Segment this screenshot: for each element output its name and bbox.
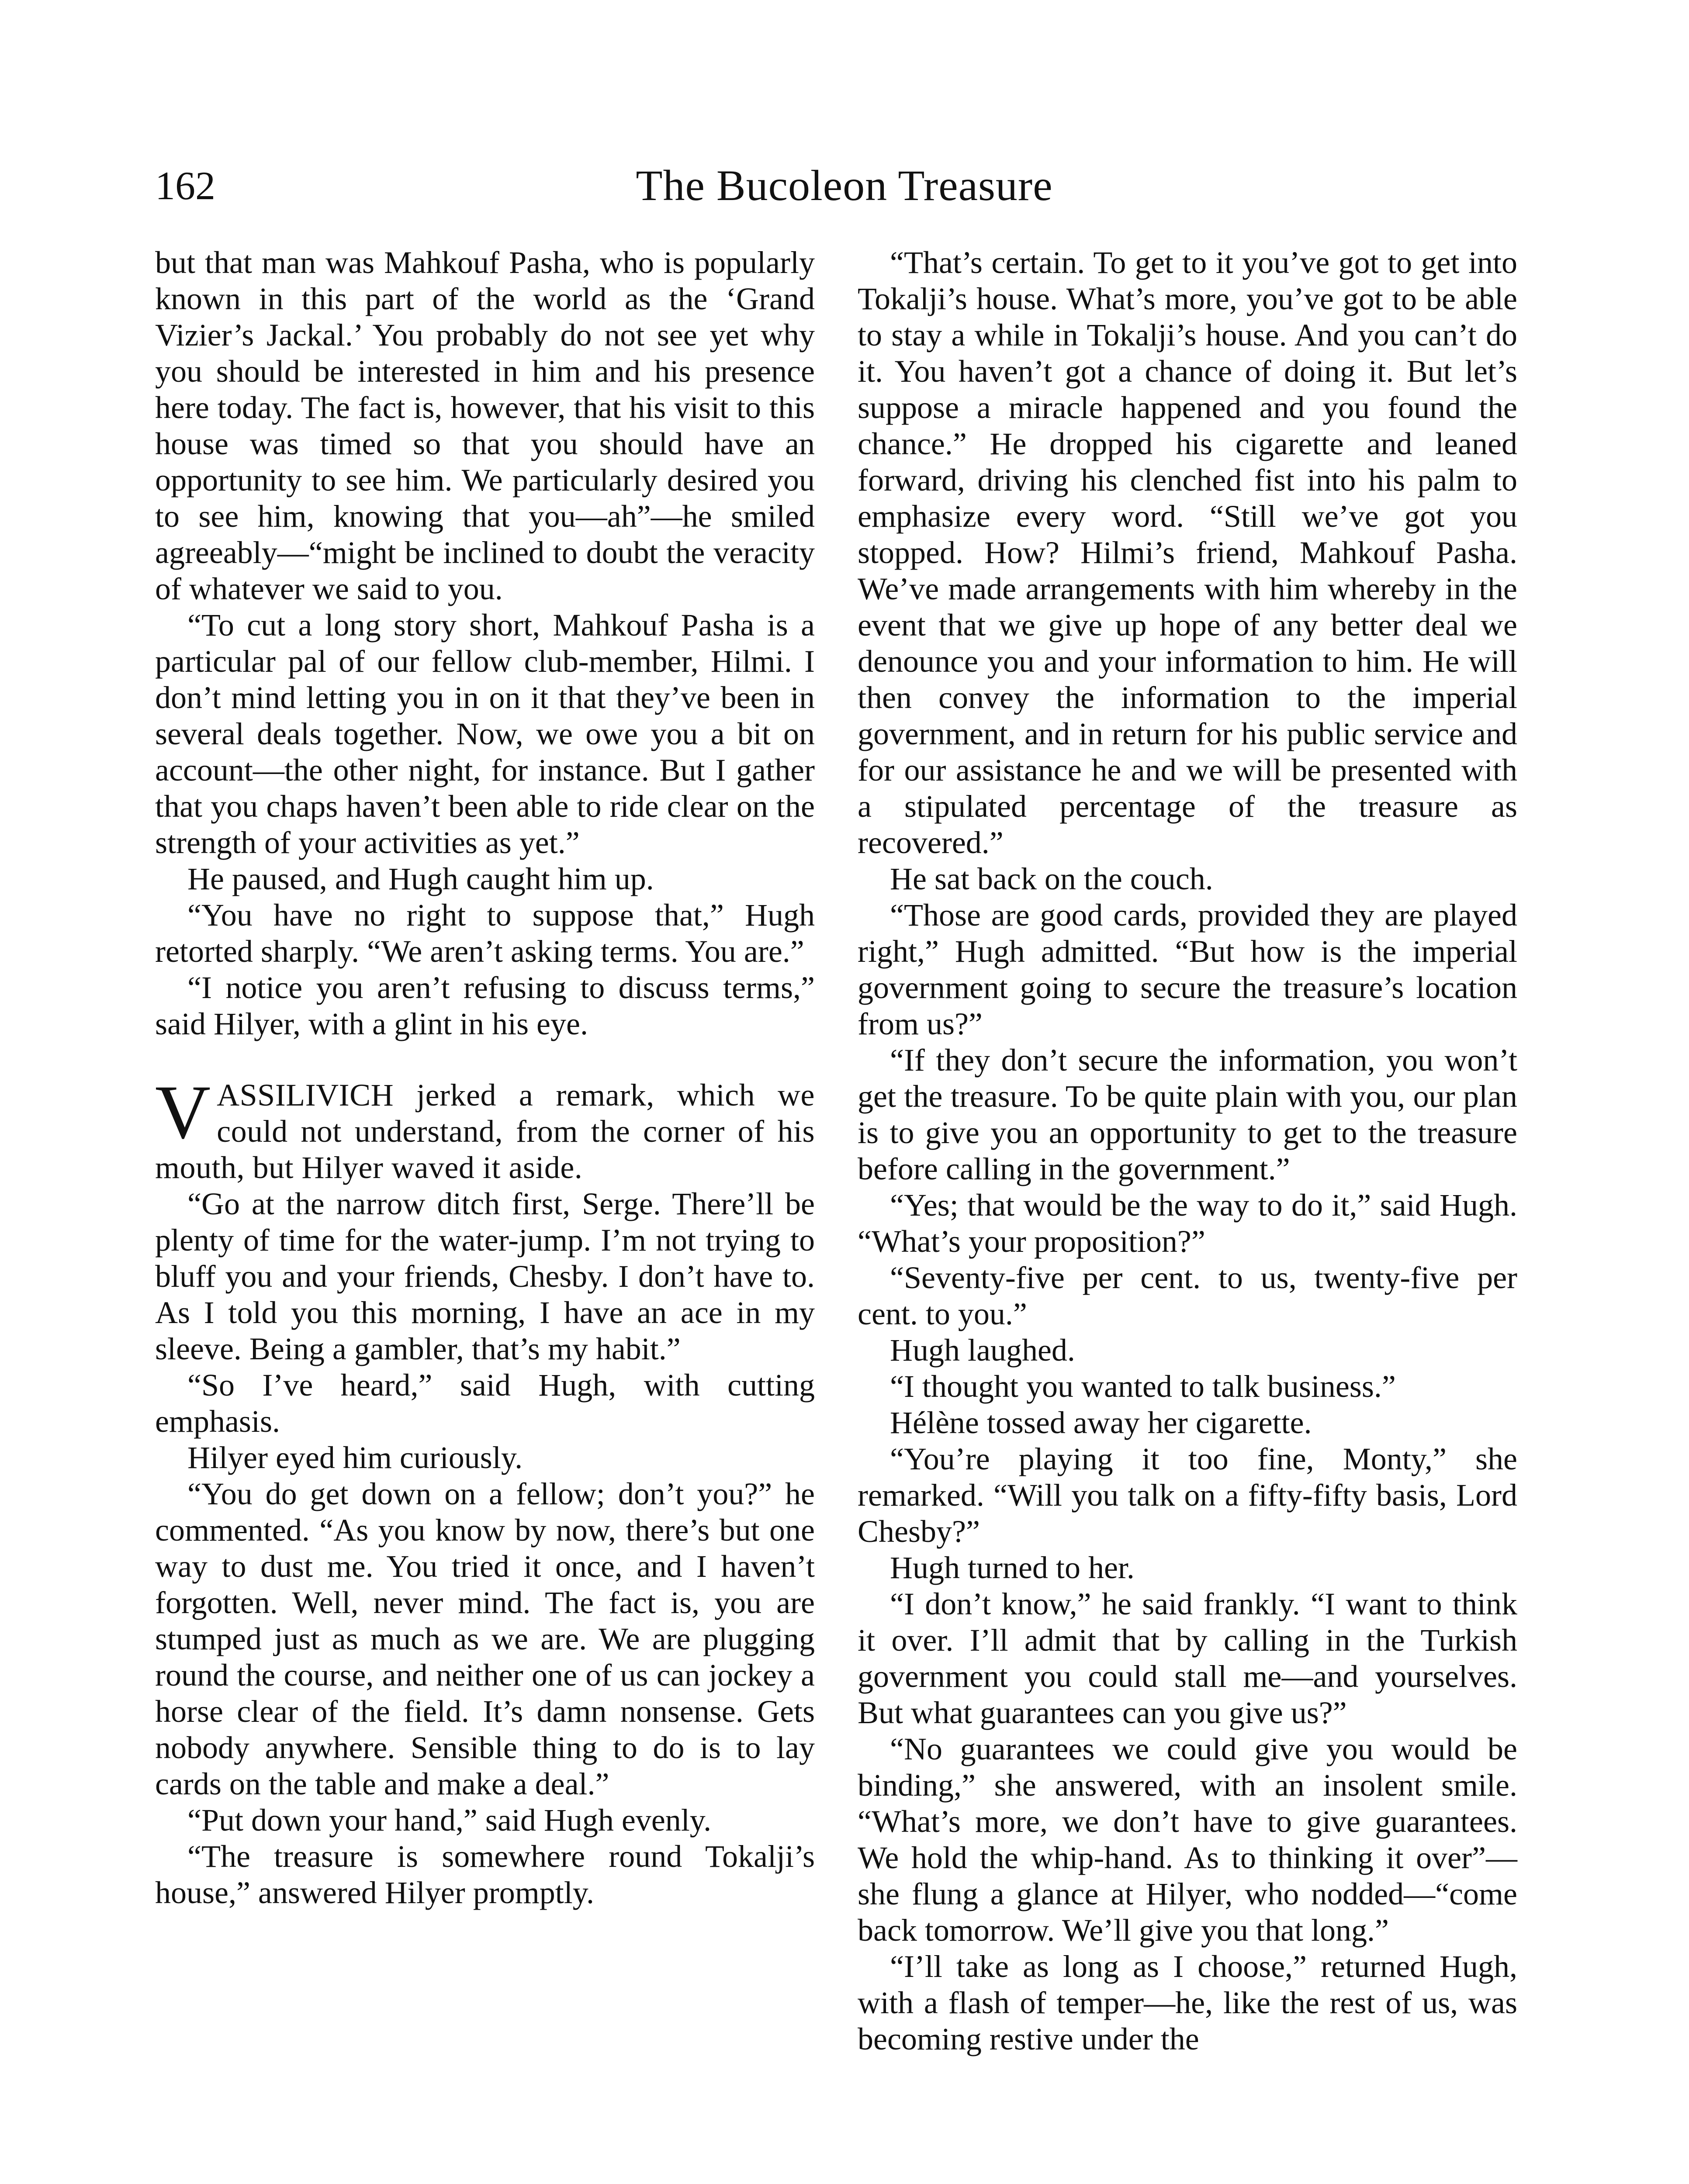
right-paragraph: “Yes; that would be the way to do it,” said Hugh. “What’s your proposition?” [858,1188,1517,1259]
right-paragraph: “I thought you wanted to talk business.” [890,1369,1396,1404]
drop-cap: V [155,1070,211,1155]
dropcap-paragraph [155,1070,815,1186]
left-paragraph: “Go at the narrow ditch first, Serge. There’ll be plenty of time for the water-jump. I’m not trying to bluff you and your friends, Chesby. I don’t have to. As I told you this morning, I have an ace in my sleeve. Being a gambler, that’s my habit.” [155,1186,815,1366]
left-opening-paragraph: but that man was Mahkouf Pasha, who is popularly known in this part of the world as the ‘Grand Vizier’s Jackal.’ You probably do not see yet why you should be interested in him and his presence here today. The fact is, however, that his visit to this house was timed so that you should have an opportunity to see him. We particularly desired you to see him, knowing that you—ah”—he smiled agreeably—“might be inclined to doubt the veracity of whatever we said to you. [155,245,815,606]
right-paragraph: “If they don’t secure the information, you won’t get the treasure. To be quite plain with you, our plan is to give you an opportunity to get to the treasure before calling in the government.” [858,1043,1517,1186]
left-paragraph: “So I’ve heard,” said Hugh, with cutting emphasis. [155,1368,815,1439]
left-paragraph: “You have no right to suppose that,” Hugh retorted sharply. “We aren’t asking terms. You are.” [155,898,815,969]
right-column [858,245,1517,2057]
right-paragraph: “That’s certain. To get to it you’ve got to get into Tokalji’s house. What’s more, you’ve got to be able to stay a while in Tokalji’s house. And you can’t do it. You haven’t got a chance of doing it. But let’s suppose a miracle happened and you found the chance.” He dropped his cigarette and leaned forward, driving his clenched fist into his palm to emphasize every word. “Still we’ve got you stopped. How? Hilmi’s friend, Mahkouf Pasha. We’ve made arrangements with him whereby in the event that we give up hope of any better deal we denounce you and your information to him. He will then convey the information to the imperial government, and in return for his public service and for our assistance he and we will be presented with a stipulated percentage of the treasure as recovered.” [858,245,1517,860]
running-title: The Bucoleon Treasure [636,161,1053,210]
dropcap-paragraph-text: ASSILIVICH jerked a remark, which we could not understand, from the corner of his mouth, but Hilyer waved it aside. [155,1078,815,1185]
right-paragraph: Hugh laughed. [890,1333,1075,1368]
left-paragraph: “You do get down on a fellow; don’t you?” he commented. “As you know by now, there’s but one way to dust me. You tried it once, and I haven’t forgotten. Well, never mind. The fact is, you are stumped just as much as we are. We are plugging round the course, and neither one of us can jockey a horse clear of the field. It’s damn nonsense. Gets nobody anywhere. Sensible thing to do is to lay cards on the table and make a deal.” [155,1476,815,1801]
left-paragraph: “The treasure is somewhere round Tokalji’s house,” answered Hilyer promptly. [155,1839,815,1910]
right-paragraph: He sat back on the couch. [890,861,1213,896]
left-column [155,245,815,1911]
right-paragraph: Hugh turned to her. [890,1550,1135,1585]
section-break [155,1042,815,1077]
page-header [155,155,1533,216]
right-paragraph: “Seventy-five per cent. to us, twenty-five per cent. to you.” [858,1260,1517,1331]
right-paragraph: Hélène tossed away her cigarette. [890,1405,1312,1440]
right-paragraph: “You’re playing it too fine, Monty,” she remarked. “Will you talk on a fifty-fifty basis, Lord Chesby?” [858,1441,1517,1549]
left-paragraph: He paused, and Hugh caught him up. [187,861,654,896]
left-paragraph: “To cut a long story short, Mahkouf Pasha is a particular pal of our fellow club-member, Hilmi. I don’t mind letting you in on it that they’ve been in several deals together. Now, we owe you a bit on account—the other night, for instance. But I gather that you chaps haven’t been able to ride clear on the strength of your activities as yet.” [155,608,815,860]
page-number: 162 [155,163,215,208]
left-paragraph: “I notice you aren’t refusing to discuss terms,” said Hilyer, with a glint in his eye. [155,970,815,1041]
right-paragraph: “I’ll take as long as I choose,” returned Hugh, with a flash of temper—he, like the rest of us, was becoming restive under the [858,1949,1517,2056]
right-paragraph: “I don’t know,” he said frankly. “I want to think it over. I’ll admit that by calling in the Turkish government you could stall me—and yourselves. But what guarantees can you give us?” [858,1586,1517,1730]
right-paragraph: “Those are good cards, provided they are played right,” Hugh admitted. “But how is the imperial government going to secure the treasure’s location from us?” [858,898,1517,1041]
left-paragraph: “Put down your hand,” said Hugh evenly. [187,1803,712,1838]
left-paragraph: Hilyer eyed him curiously. [187,1440,523,1475]
right-paragraph: “No guarantees we could give you would be binding,” she answered, with an insolent smile. “What’s more, we don’t have to give guarantees. We hold the whip-hand. As to thinking it over”—she flung a glance at Hilyer, who nodded—“come back tomorrow. We’ll give you that long.” [858,1731,1517,1948]
